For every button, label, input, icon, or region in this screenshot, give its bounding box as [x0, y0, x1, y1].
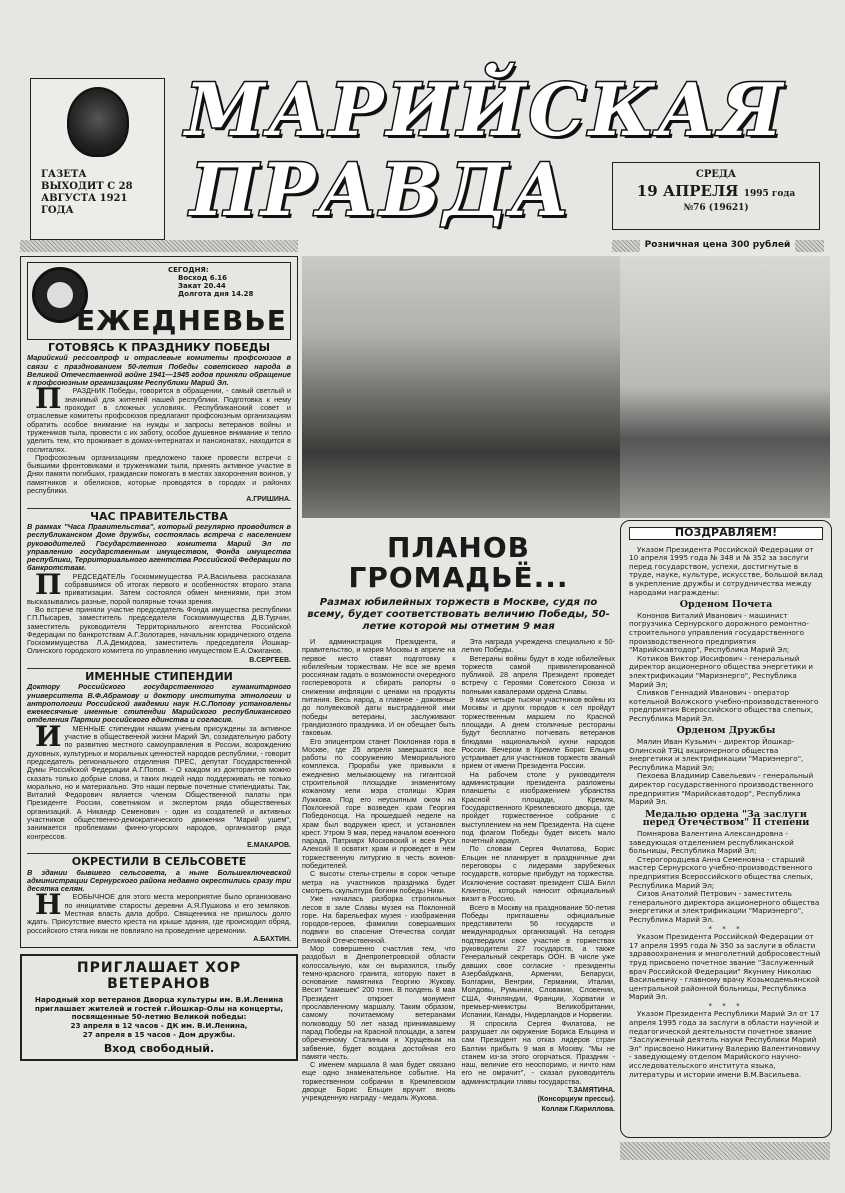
article-title: ГОТОВЯСЬ К ПРАЗДНИКУ ПОБЕДЫ	[48, 341, 270, 354]
concert-2: 27 апреля в 15 часов - Дом дружбы.	[82, 1029, 236, 1039]
article-paragraph: Ветераны войны будут в ходе юбилейных торжеств самой привилегированной публикой. 28 апреля Президент проведет встречу с Героями Советского Союза и полными кавалерами ордена Славы.	[461, 653, 615, 696]
notice-text: Народный хор ветеранов Дворца культуры им. В.И.Ленина приглашает жителей и гостей г.Йошкар-Олы на концерты, посвященные 50-летию Великой победы:	[34, 995, 284, 1022]
article-paragraph: С высоты стелы-стрелы в сорок четыре метра на участников праздника будет смотреть скульптура богини победы Ники.	[302, 869, 456, 895]
article-paragraph: По словам Сергея Филатова, Борис Ельцин не планирует в праздничные дни переговоры с лидерами зарубежных государств, которые прибудут на торжества. Исключение составят президент США Билл Клинтон, который наносит официальный визит в Россию.	[461, 844, 615, 904]
awardee: Котиков Виктор Иосифович - генеральный директор акционерного общества энергетики и электрификации "Мариэнерго", Республика Марий Эл;	[629, 653, 814, 689]
awardee: Мялин Иван Кузьмич - директор Йошкар-Олинской ТЭЦ акционерного общества энергетики и электрификации "Мариэнерго", Республика Марий Эл;	[629, 737, 804, 772]
article-lead: Доктору Российского государственного гуманитарного университета В.Ф.Абрамову и доктору института этнологии и антропологии Российской академии наук Н.С.Попову установлены ежемесячные именные стипендии Марийского республиканского отделения Партии российского единства и согласия.	[27, 682, 291, 725]
main-subheadline: Размах юбилейных торжеств в Москве, судя по всему, будет соответствовать величию Победы, 50-летие которой мы отметим 9 мая	[307, 597, 610, 632]
sunset: Закат 20.44	[178, 282, 226, 290]
issue-date-box	[612, 162, 820, 230]
main-headline-block	[302, 533, 615, 633]
decree-paragraph: Указом Президента Российской Федерации от 17 апреля 1995 года № 350 за заслуги в области здравоохранения и многолетний добросовестный труд присвоено почетное звание "Заслуженный врач Российской Федерации" Якунину Николаю Васильевичу - главному врачу Козьмодемьянской центральной районной больницы, Республика Марий Эл.	[629, 932, 821, 1002]
article-title: ОКРЕСТИЛИ В СЕЛЬСОВЕТЕ	[71, 855, 247, 869]
divider	[27, 508, 291, 509]
awardee: Сизов Анатолий Петрович - заместитель генерального директора акционерного общества энергетики и электрификации "Мариэнерго", Республика Марий Эл.	[629, 889, 820, 924]
award-heading: Орденом Почета	[679, 599, 773, 611]
headline-line2: ГРОМАДЬЁ...	[348, 561, 569, 594]
congratulations-box	[620, 520, 832, 1138]
article-paragraph: Профсоюзным организациям предложено также провести встречи с бывшими фронтовиками и тружениками тыла, принять активное участие в Днях памяти погибших, граждански помогать в местах захоронения воинов, у памятников и обелисков, которые проводятся в городах и районах республики.	[27, 452, 291, 496]
separator-stars: * * *	[708, 923, 744, 933]
bottom-hatch-strip	[620, 1142, 830, 1160]
author-agency: (Консорциум прессы).	[537, 1096, 615, 1104]
separator-stars: * * *	[708, 1000, 744, 1010]
awardee: Пехоева Владимир Савельевич - генеральный директор государственного производственного предприятия "Марийскавтодор", Республика Марий Эл.	[629, 771, 814, 807]
daily-title: ЕЖЕДНЕВЬЕ	[76, 304, 287, 337]
article-paragraph: Мор совершенно счастлив тем, что раздобыл в Днепропетровской области колоссальную, как он выразился, глыбу темно-красного гранита, которую пакет в основание памятника Георгию Жукову. Весит "камешек" 200 тонн. В полдень 8 мая Президент откроет монумент прославленному маршалу. Таким образом, самому почитаемому ветеранами полководцу 50 лет назад принимавшему парад Победы на Красной площади, а затем обреченному Сталиным и Хрущевым на забвение, будет воздана достойная его памяти честь.	[302, 943, 456, 1061]
article-paragraph: На рабочем столе у руководителя администрации президента разложены планшеты с изображением убранства Красной площади, Кремля, Государственного Кремлевского дворца, где пройдет торжественное собрание с выступлением на нем Президента. На сцене под флагом Победы будет висеть мало почетный караул.	[461, 769, 615, 846]
photo-credit: Коллаж Г.Кириллова.	[541, 1105, 615, 1113]
article-paragraph: ПРЕДСЕДАТЕЛЬ Госкомимущества Р.А.Васильева рассказала собравшимся об итогах первого и особенностях второго этапа приватизации. Затем состоялся обмен мнениями, при этом высказывались разные, порой полярные точки зрения.	[27, 567, 291, 606]
left-column-wrap	[20, 256, 298, 1061]
article-lead: В рамках "Часа Правительства", который регулярно проводится в республиканском Доме дружбы, состоялась встреча с населением руководителей Государственного комитета Марий Эл по управлению государственным имуществом, Фонда имущества республики, Территориального агентства Российской Федерации по банкротствам.	[27, 521, 291, 573]
article-title: ИМЕННЫЕ СТИПЕНДИИ	[85, 669, 233, 683]
article-paragraph: НЕОБЫЧНОЕ для этого места мероприятие было организовано по инициативе старосты деревни А.Я.Пушкова и его земляков. Местная власть дала добро. Священника не пришлось долго ждать. Присутствие вместо креста на крыше здания, где происходил обряд, российского стяга никак не повлияло на проведение церемонии.	[27, 888, 291, 935]
since-note: ГАЗЕТА ВЫХОДИТ С 28 АВГУСТА 1921 ГОДА	[41, 169, 133, 216]
article-paragraph: Всего в Москву на празднование 50-летия Победы приглашены официальные представители 56 государств и международных организаций. На сегодня подтвердили свое участие в торжествах руководители 27 государств, а также Генеральный секретарь ООН. В числе уже давших свое согласие - президенты Азербайджана, Армении, Беларуси, Болгарии, Венгрии, Германии, Италии, Молдовы, Румынии, Словакии, Словении, США, Финляндии, Франции, Хорватии и премьер-министры Великобритании, Испании, Канады, Нидерландов и Норвегии.	[461, 902, 615, 1020]
concert-1: 23 апреля в 12 часов - ДК им. В.И.Ленина,	[70, 1020, 248, 1030]
divider	[27, 668, 291, 669]
veterans-choir-notice	[20, 954, 298, 1061]
divider-hatch	[20, 240, 298, 252]
free-entry: Вход свободный.	[103, 1042, 215, 1056]
newspaper-title-line2: ПРАВДА	[190, 147, 573, 232]
retail-price: Розничная цена 300 рублей	[640, 240, 795, 252]
weekday: СРЕДА	[695, 169, 737, 180]
article-title: ЧАС ПРАВИТЕЛЬСТВА	[90, 509, 228, 523]
year-text: 1995 года	[743, 189, 796, 199]
award-heading: Орденом Дружбы	[676, 725, 776, 737]
article-paragraph: Во встрече приняли участие председатель Фонда имущества республики Г.П.Пысарев, заместитель председателя Госкомимущества Д.В.Турчин, заместитель руководителя Территориального агентства Российской Федерации по банкротствам А.Г.Золотарев, начальник юридического отдела Госкомимущества Л.А.Демидова, заместитель председателя Йошкар-Олинского городского комитета по управлению имуществом Е.А.Ожиганов.	[27, 604, 291, 656]
issue-date	[613, 182, 819, 200]
today-label: СЕГОДНЯ:	[168, 266, 209, 274]
award-heading: Медалью ордена "За заслуги перед Отечеством" II степени	[642, 808, 810, 829]
congrats-title: ПОЗДРАВЛЯЕМ!	[629, 527, 823, 540]
article-paragraph: Эта награда учреждена специально к 50-летию Победы.	[461, 637, 615, 655]
daily-header	[27, 262, 291, 340]
awardee: Сливков Геннадий Иванович - оператор котельной Волжского учебно-производственного предприятия Всероссийского общества слепых, Республика Марий Эл.	[629, 688, 819, 723]
issue-number: №76 (19621)	[683, 203, 749, 213]
divider	[27, 853, 291, 854]
veterans-kremlin-collage	[302, 256, 620, 518]
article-paragraph: С именем маршала 8 мая будет связано еще одно знаменательное событие. На торжественном собрании в Кремлевском дворце Борис Ельцин вручит вновь учрежденную награду - медаль Жукова.	[302, 1060, 456, 1103]
article-paragraph: Я спросила Сергея Филатова, не разрушает ли окружение Бориса Ельцина и сам Президент на отказ лидеров стран Балтии прибыть 9 мая в Москву. "Мы не станем из-за этого огорчаться. Праздник - наш, величие его неоспоримо, и ничто нам его не омрачит", - сказал руководитель администрации главы государства.	[461, 1018, 615, 1086]
article-paragraph: ИМЕННЫЕ стипендии нашим ученым присуждены за активное участие в общественной жизни Марий Эл, созидательную работу по развитию местного самоуправления в России, возрождению духовных, культурных и моральных ценностей народов республики, - говорит председатель регионального отделения ПРЕС, депутат Государственной Думы Российской Федерации А.Г.Попов. - О каждом из докторантов можно сказать только добрые слова, и таких людей надо поддерживать не только морально, но и материально. Это наши первые почетные стипендиаты. Так, Виталий Федорович является членом Общественной палаты при Президенте России, советником и экспертом ряда общественных организаций. А Никандр Семенович - один из создателей и активных участников общественно-демократического движения "Марий ушем", занимается проблемами финно-угорских народов, организатор ряда конгрессов.	[27, 719, 291, 841]
date-text: 19 АПРЕЛЯ	[636, 182, 739, 200]
congrats-intro: Указом Президента Российской Федерации от 10 апреля 1995 года № 348 и № 352 за заслуги перед государством, успехи, достигнутые в труде, науке, культуре, искусстве, большой вклад в укрепление дружбы и сотрудничества между народами награждены:	[629, 544, 823, 597]
headline-line1: ПЛАНОВ	[387, 531, 530, 564]
article-author: Е.МАКАРОВ.	[247, 841, 291, 849]
day-length: Долгота дня 14.28	[178, 290, 254, 298]
article-paragraph: И администрация Президента, и правительство, и мэрия Москвы в апреле на первое место ставят подготовку к юбилейным торжествам. Не все же время россиянам гадать о возможности очередного госпереворота и сбирать рапорты о снижении инфляции с ценами на продукты питания. Весь народ, а главное - доживные до полувековой даты выстраданной ими победы ветераны, заслуживают грандиозного праздника. И он обещает быть таковым.	[302, 637, 456, 738]
article-author: А.ГРИШИНА.	[246, 496, 291, 504]
article-author: А.БАХТИН.	[253, 935, 291, 943]
sun-info	[168, 266, 253, 298]
article-author: Т.ЗАМЯТИНА.	[567, 1087, 615, 1095]
notice-title: ПРИГЛАШАЕТ ХОР ВЕТЕРАНОВ	[76, 960, 242, 993]
main-article-columns	[302, 638, 615, 1114]
victory-monument-photo	[620, 256, 830, 518]
article-paragraph: 9 мая четыре тысячи участников войны из Москвы и других городов к сел пройдут торжественным маршем по Красной площади. А днем столичные рестораны будут бесплатно потчевать ветеранов блюдами национальной кухни народов России. Вечером в Кремле Борис Ельцин устраивает для участников торжеств званый прием от имени Президента России.	[461, 695, 615, 771]
awardee: Стерогородцева Анна Семеновна - старший мастер Сернурского учебно-производственного предприятия Всероссийского общества слепых, Республика Марий Эл;	[629, 854, 814, 890]
article-lead: В здании бывшего сельсовета, а ныне Большеключевской администрации Сернурского района недавно окрестились сразу три десятка селян.	[27, 867, 291, 894]
awardee: Кононов Виталий Иванович - машинист погрузчика Сернурского дорожного ремонтно-строительного управления государственного производственного предприятия "Марийскавтодор", Республика Марий Эл;	[629, 610, 809, 655]
masthead-emblem-box	[30, 78, 165, 240]
article-paragraph: Уже началась разборка стропильных лесов в зале Славы музея на Поклонной горе. На барельефах музея - изображения городов-героев, фамилии совершивших подвиги во спасение Отечества солдат Великой Отечественной.	[302, 894, 456, 945]
article-paragraph: Его эпицентром станет Поклонная гора в Москве, где 25 апреля завершатся все работы по сооружению Мемориального комплекса. Прорабы уже привыкли к ежедневно мелькающему на гигантской строительной площадке знаменитому кожаному кепи мэра столицы Юрия Лужкова. Под его неусыпным оком на Поклонной горе возведен храм Георгия Победоносца. На прошедшей неделе на храм был водружен крест, и установлен крест. Утром 9 мая, перед началом военного парада, Патриарх Московский и всея Руси Алексий II освятит храм и проведет в нем торжественную литургию в честь воинов-победителей.	[302, 736, 456, 871]
article-paragraph: ПРАЗДНИК Победы, говорится в обращении, - самый светлый и значимый для жителей нашей республики. Подготовка к нему проходит в сложных условиях. Республиканский совет и отраслевые комитеты профсоюзов предлагают профсоюзным организациям обратить особое внимание на нужды и запросы ветеранов войны и тружеников тыла, провести с их заботу, особое душевное внимание и тепло уделить тем, кто проживает в домах-интернатах и пансионатах, находится в госпиталях.	[27, 382, 291, 454]
decree-paragraph: Указом Президента Республики Марий Эл от 17 апреля 1995 года за заслуги в области научной и педагогической деятельности почетное звание "Заслуженный деятель науки Республики Марий Эл" присвоено Никитину Валерию Валентиновичу - заведующему отделом Марийского научно-исследовательского института языка, литературы и истории имени В.М.Васильева.	[629, 1009, 821, 1079]
awardee: Помнярова Валентина Александровна - заведующая отделением республиканской больницы, Республика Марий Эл;	[629, 829, 794, 856]
left-column	[20, 256, 298, 948]
order-emblem-icon	[67, 87, 129, 157]
article-author: В.СЕРГЕЕВ.	[249, 656, 291, 664]
sunrise: Восход 6.16	[178, 274, 227, 282]
main-article-column-2	[462, 638, 616, 1114]
main-article-column-1	[302, 638, 456, 1114]
article-lead: Марийский рессовпроф и отраслевые комитеты профсоюзов в связи с празднованием 50-летия Победы советского народа в Великой Отечественной войне 1941—1945 годов приняли обращение к профсоюзным организациям Республики Марий Эл.	[27, 353, 291, 388]
main-article	[302, 533, 615, 1114]
newspaper-title-line1: МАРИЙСКАЯ	[185, 67, 786, 152]
